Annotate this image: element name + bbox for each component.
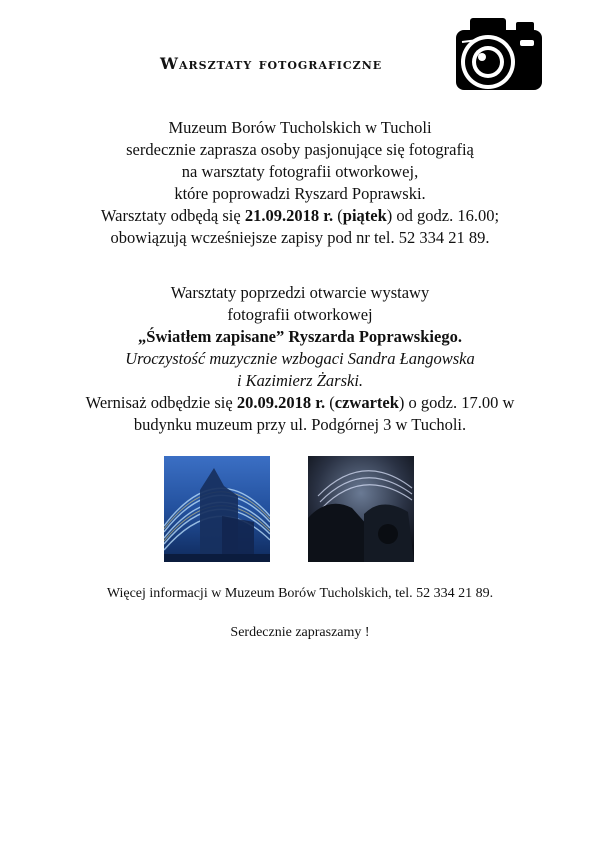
pinhole-photo-1 [164, 456, 270, 562]
intro-paragraph [0, 117, 600, 249]
camera-icon [448, 12, 548, 98]
exhibition-line: budynku muzeum przy ul. Podgórnej 3 w Tucholi. [133, 415, 467, 434]
opening-date-line: Wernisaż odbędzie się 20.09.2018 r. (czwartek) o godz. 17.00 w [85, 393, 515, 412]
exhibition-title: „Światłem zapisane” Ryszarda Poprawskiego. [138, 327, 462, 346]
opening-date: 20.09.2018 r. [236, 393, 326, 412]
intro-line: które poprowadzi Ryszard Poprawski. [174, 184, 426, 203]
workshop-date: 21.09.2018 r. [244, 206, 334, 225]
intro-line: serdecznie zaprasza osoby pasjonujące się fotografią [126, 140, 474, 159]
pinhole-photo-2 [308, 456, 414, 562]
closing-text: Serdecznie zapraszamy ! [230, 625, 370, 640]
contact-info: Więcej informacji w Muzeum Borów Tucholskich, tel. 52 334 21 89. [106, 586, 494, 601]
workshop-day: piątek [342, 206, 387, 225]
exhibition-line: i Kazimierz Żarski. [236, 371, 364, 390]
intro-line: Muzeum Borów Tucholskich w Tucholi [168, 118, 432, 137]
intro-line: obowiązują wcześniejsze zapisy pod nr tel. 52 334 21 89. [110, 228, 490, 247]
exhibition-line: Uroczystość muzycznie wzbogaci Sandra Łangowska [125, 349, 475, 368]
exhibition-paragraph [0, 282, 600, 436]
exhibition-line: fotografii otworkowej [227, 305, 373, 324]
opening-day: czwartek [334, 393, 399, 412]
workshop-date-line: Warsztaty odbędą się 21.09.2018 r. (piątek) od godz. 16.00; [100, 206, 500, 225]
page-title: Warsztaty fotograficzne [160, 54, 383, 73]
exhibition-line: Warsztaty poprzedzi otwarcie wystawy [170, 283, 430, 302]
intro-line: na warsztaty fotografii otworkowej, [181, 162, 419, 181]
